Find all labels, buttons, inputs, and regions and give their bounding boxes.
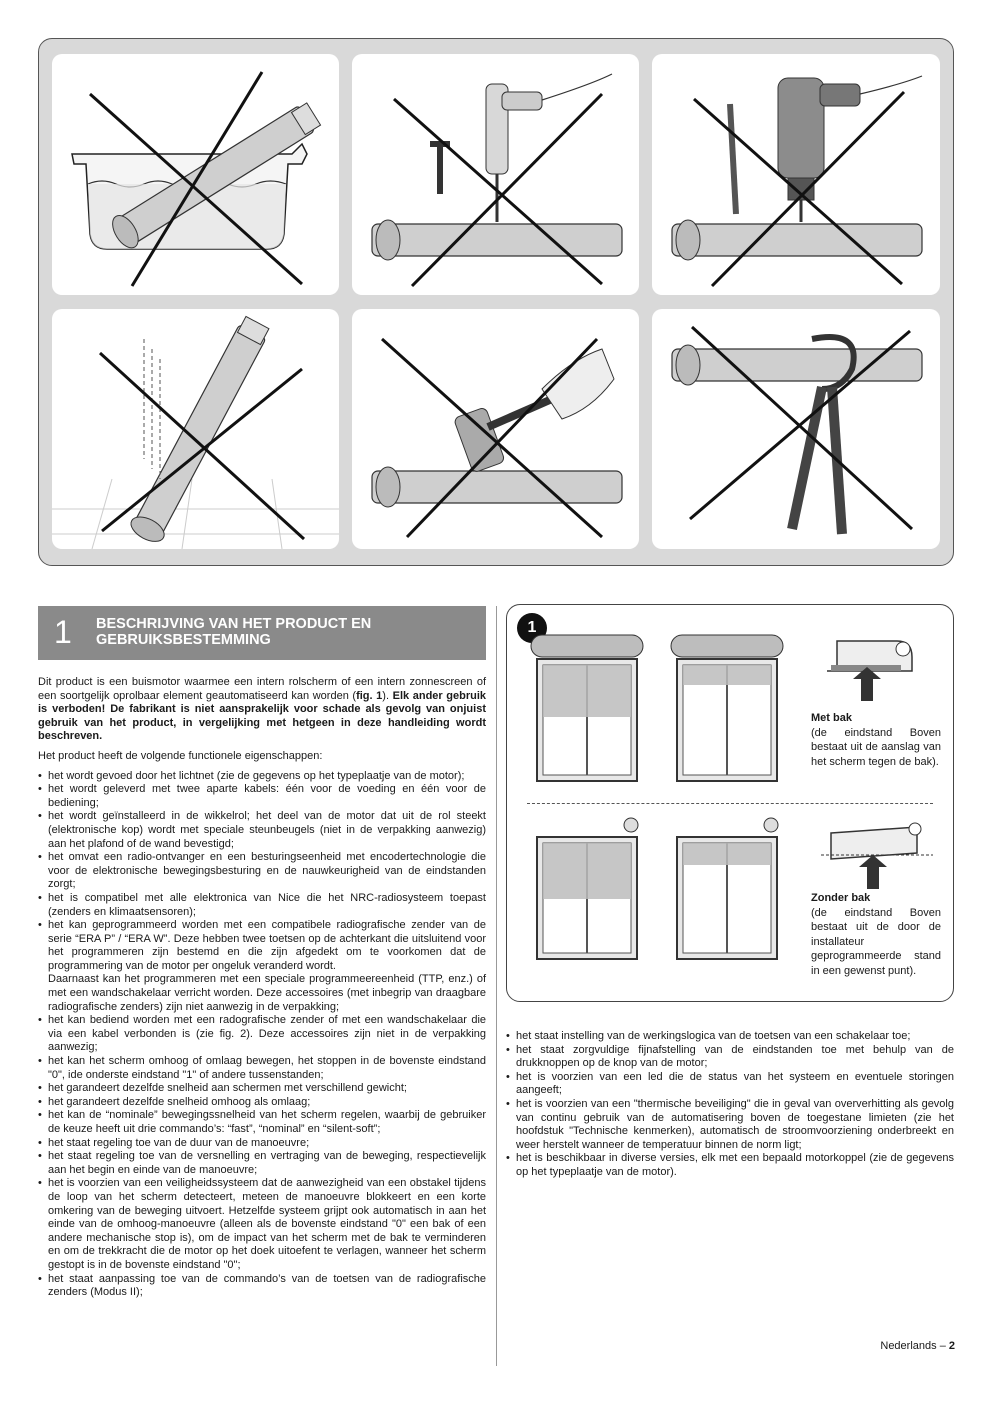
zonder-bak-title: Zonder bak	[811, 892, 871, 904]
page-footer	[880, 1340, 955, 1352]
roller-screen-windows-illustration	[507, 605, 807, 995]
warning-panel-drill	[652, 54, 940, 295]
warning-panel-hammer	[352, 309, 639, 549]
falling-motor-illustration	[52, 309, 339, 549]
met-bak-caption	[811, 711, 941, 769]
list-item: • het is voorzien van een led die de status van het systeem en eventuele storingen aangeeft;	[506, 1071, 954, 1098]
intro-warning: Elk ander gebruik is verboden! De fabrikant is niet aansprakelijk voor schade als gevolg van onjuist gebruik van het product, in vergelijking met hetgeen in deze handleiding wordt beschreven.	[38, 689, 487, 743]
zonder-bak-description: (de eindstand Boven bestaat uit de door de installateur geprogrammeerde stand in een gewenst punt).	[811, 906, 941, 977]
figure-1	[506, 604, 954, 1002]
intro-paragraph: Dit product is een buismotor waarmee een intern rolscherm of een intern zonnescreen of een soortgelijk oprolbaar element geautomatiseerd kan worden (fig. 1). Elk ander gebruik is verboden! De fabrikant is niet aansprakelijk voor schade als gevolg van onjuist gebruik van het product, in vergelijking met hetgeen in deze handleiding wordt beschreven.	[38, 676, 487, 743]
motor-in-water-illustration	[52, 54, 339, 295]
section-number: 1	[54, 614, 72, 650]
features-intro: Het product heeft de volgende functionele eigenschappen:	[38, 749, 323, 762]
list-item: • het kan bediend worden met een radografische zender of met een wandschakelaar die via een kabel verbonden is (zie fig. 2). Deze accessoires zijn niet in de verpakking aanwezig;	[38, 1014, 486, 1055]
zonder-bak-caption	[811, 891, 941, 978]
list-item: • het is voorzien van een "thermische beveiliging" die in geval van oververhitting als gevolg van continu gebruik van de automatisering boven de toegestane limieten (zie het hoofdstuk "Technische kenmerken), automatisch de stroomvoorziening onderbreekt en weer herstelt wanneer de temperatuur binnen de norm ligt;	[506, 1098, 954, 1152]
feature-list-left	[38, 770, 486, 1300]
met-bak-description: (de eindstand Boven bestaat uit de aanslag van het scherm tegen de bak).	[811, 726, 941, 768]
power-drill-illustration	[652, 54, 940, 295]
list-item: • het is compatibel met alle elektronica van Nice die het NRC-radiosysteem toepast (zenders en klimaatsensoren);	[38, 892, 486, 919]
section-title: BESCHRIJVING VAN HET PRODUCT EN GEBRUIKSBESTEMMING	[96, 616, 372, 648]
screw-drilling-illustration	[352, 54, 639, 295]
no-box-detail-illustration	[817, 813, 937, 893]
list-item: • het kan de “nominale” bewegingssnelheid van het scherm regelen, waarbij de gebruiker de keuze heeft uit drie commando’s: “fast”, “nominal” en “silent-soft”;	[38, 1109, 486, 1136]
list-item-continuation: Daarnaast kan het programmeren met een speciale programmeereenheid (TTP, enz.) of met een wandschakelaar verricht worden. Deze accessoires (met inbegrip van draagbare radiografische zenders) zijn niet aanwezig in de verpakking;	[48, 973, 486, 1013]
right-column-text	[506, 1030, 954, 1180]
warning-panel-falling	[52, 309, 339, 549]
box-cassette-detail-illustration	[817, 627, 937, 707]
met-bak-title: Met bak	[811, 712, 852, 724]
left-column-text	[38, 676, 486, 1300]
list-item: • het omvat een radio-ontvanger en een besturingseenheid met encodertechnologie die voor de elektronische bewegingsbesturing en de nauwkeurigheid van de eindstanden zorgt;	[38, 851, 486, 892]
list-item: • het staat zorgvuldige fijnafstelling van de eindstanden toe met behulp van de drukknoppen op de knop van de motor;	[506, 1044, 954, 1071]
list-item: • het is beschikbaar in diverse versies, elk met een bepaald motorkoppel (zie de gegevens op het typeplaatje van de motor).	[506, 1152, 954, 1179]
pliers-illustration	[652, 309, 940, 549]
list-item: • het wordt geleverd met twee aparte kabels: één voor de voeding en één voor de bediening;	[38, 783, 486, 810]
list-item: • het wordt gevoed door het lichtnet (zie de gegevens op het typeplaatje van de motor);	[38, 770, 486, 784]
hammer-illustration	[352, 309, 639, 549]
warning-panel-pliers	[652, 309, 940, 549]
footer-language: Nederlands –	[880, 1340, 946, 1352]
list-item: • het is voorzien van een veiligheidssysteem dat de aanwezigheid van een obstakel tijdens de loop van het scherm detecteert, meteen de manoeuvre blokkeert en een korte omkering van de beweging uitvoert. Hetzelfde systeem grijpt ook automatisch in aan het einde van de omhoog-manoeuvre (alleen als de bovenste eindstand "0" een bak of een andere mechanische stop is), om de impact van het scherm met de bak te verminderen en om de trekkracht die de motor op het doek uitoefent te verlagen, wanneer het scherm gestopt is in de bovenste eindstand "0";	[38, 1177, 486, 1272]
section-heading	[38, 606, 486, 660]
list-item: • het garandeert dezelfde snelheid omhoog als omlaag;	[38, 1096, 486, 1110]
list-item: • het staat regeling toe van de versnelling en vertraging van de beweging, respectievelijk aan het begin en einde van de manoeuvre;	[38, 1150, 486, 1177]
list-item: • het staat aanpassing toe van de commando’s van de toetsen van de radiografische zenders (Modus II);	[38, 1273, 486, 1300]
list-item: • het staat regeling toe van de duur van de manoeuvre;	[38, 1137, 486, 1151]
warning-panel-screw	[352, 54, 639, 295]
list-item: • het staat instelling van de werkingslogica van de toetsen van een schakelaar toe;	[506, 1030, 954, 1044]
warning-illustrations-frame	[38, 38, 954, 566]
list-item: • het garandeert dezelfde snelheid aan schermen met verschillend gewicht;	[38, 1082, 486, 1096]
list-item: • het kan het scherm omhoog of omlaag bewegen, het stoppen in de bovenste eindstand "0", ide onderste eindstand "1" of andere tussenstanden;	[38, 1055, 486, 1082]
warning-panel-water	[52, 54, 339, 295]
list-item: • het wordt geïnstalleerd in de wikkelrol; het deel van de motor dat uit de rol steekt (elektronische kop) wordt met speciale steunbeugels (niet in de verpakking aanwezig) aan het plafond of de wand bevestigd;	[38, 810, 486, 851]
page-number: 2	[948, 1340, 955, 1352]
figure-divider	[527, 803, 933, 804]
list-item: • het kan geprogrammeerd worden met een compatibele radiografische zender van de serie “ERA P” / “ERA W”. Deze hebben twee toetsen op de achterkant die uitsluitend voor het programmeren zijn bestemd en die zijn afgedekt om te voorkomen dat de programmering van de motor per ongeluk veranderd wordt. Daarnaast kan het programmeren met een speciale programmeereenheid (TTP, enz.) of met een wandschakelaar verricht worden. Deze accessoires (met inbegrip van draagbare radiografische zenders) zijn niet aanwezig in de verpakking;	[38, 919, 486, 1014]
feature-list-right	[506, 1030, 954, 1180]
figure-number-badge: 1	[517, 613, 547, 643]
column-divider	[496, 606, 497, 1366]
